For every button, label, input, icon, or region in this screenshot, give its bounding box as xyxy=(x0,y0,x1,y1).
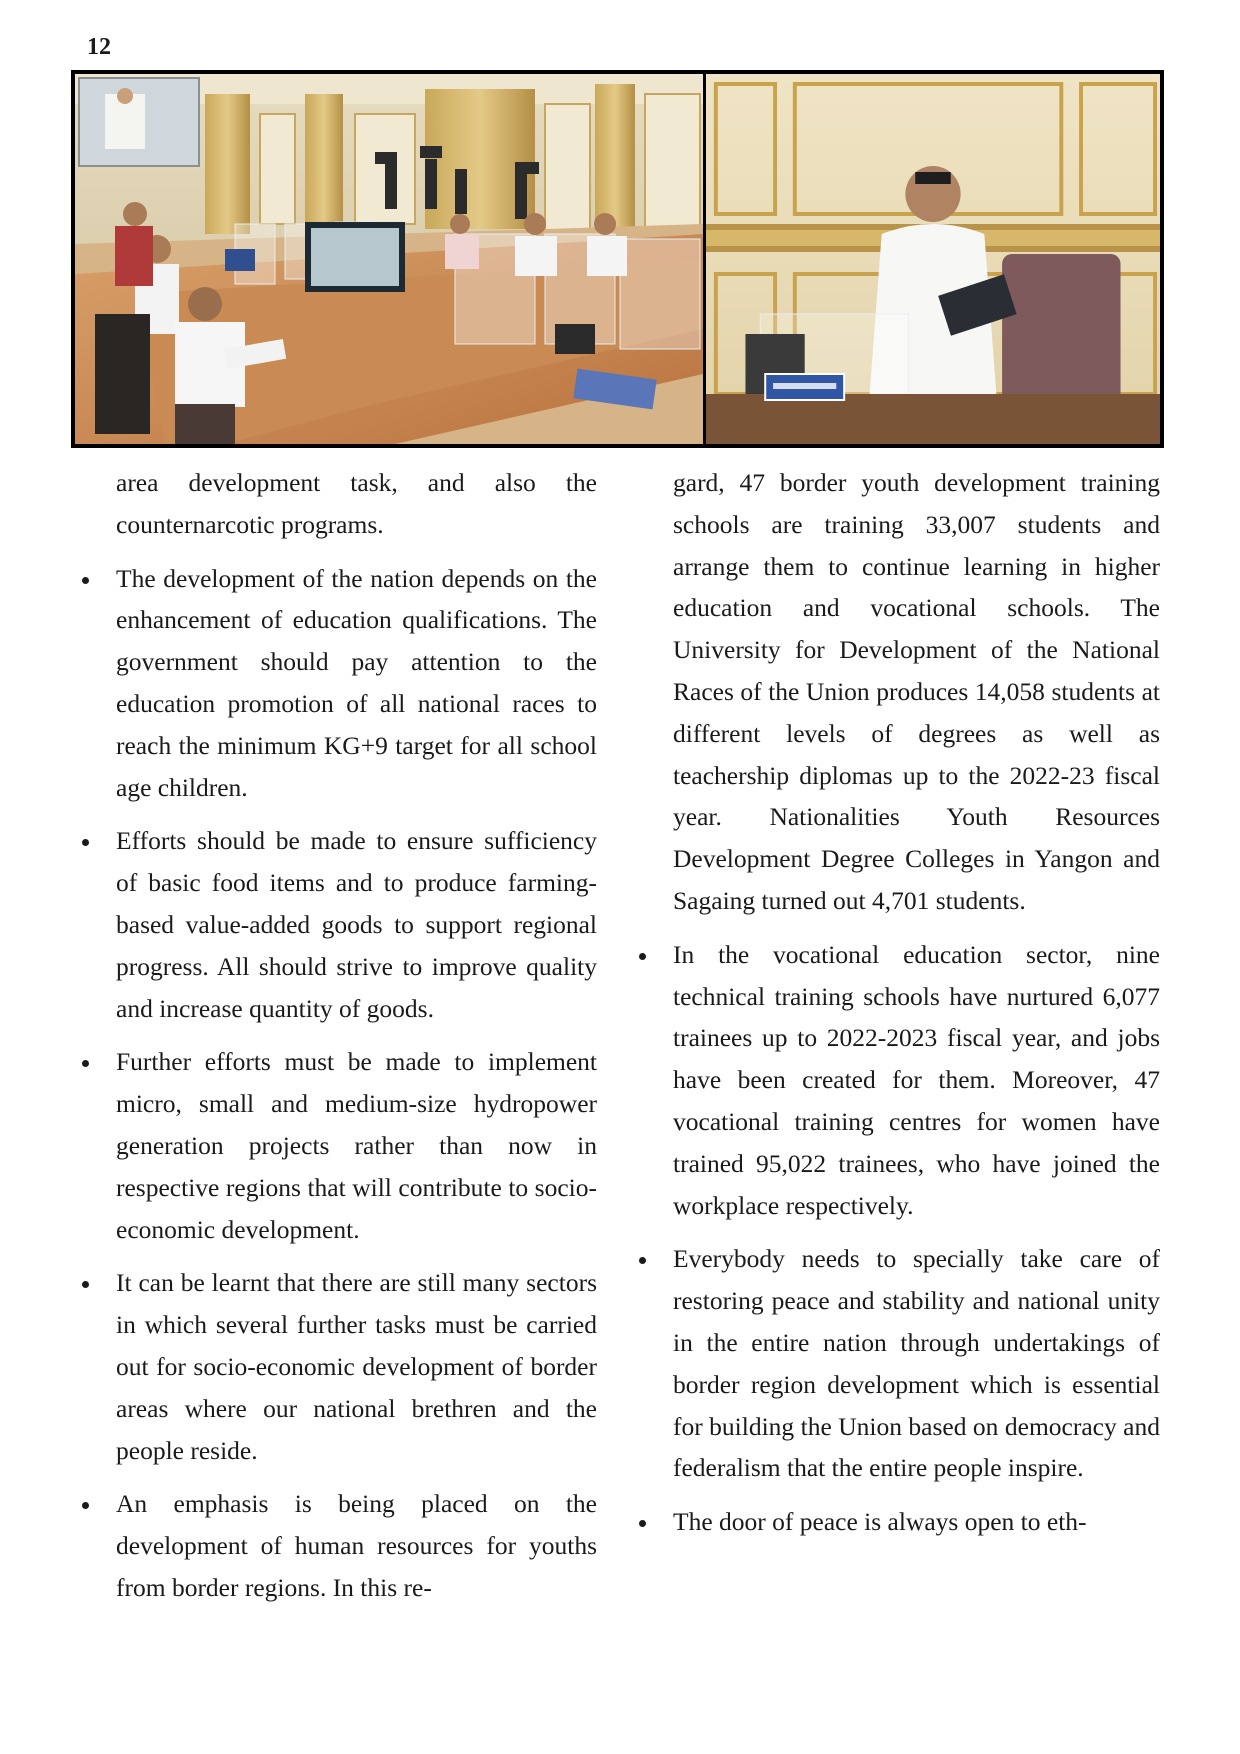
left-lead-paragraph: area development task, and also the counternarcotic programs. xyxy=(116,468,597,539)
list-item: In the vocational education sector, nine technical training schools have nurtured 6,077 trainees up to 2022-2023 fiscal year, and jobs have been created for them. Moreover, 47 vocational training centres for women have trained 95,022 trainees, who have joined the workplace respectively. xyxy=(673,934,1160,1227)
list-item: Further efforts must be made to implement micro, small and medium-size hydropower generation projects rather than now in respective regions that will contribute to socio-economic development. xyxy=(116,1041,597,1250)
list-item: The development of the nation depends on the enhancement of education qualifications. The government should pay attention to the education promotion of all national races to reach the minimum KG+9 target for all school age children. xyxy=(116,558,597,809)
list-item: An emphasis is being placed on the development of human resources for youths from border regions. In this re- xyxy=(116,1483,597,1608)
right-column xyxy=(673,462,1160,1543)
list-item: Everybody needs to specially take care of restoring peace and stability and national unity in the entire nation through undertakings of border region development which is essential for building the Union based on democracy and federalism that the entire people inspire. xyxy=(673,1238,1160,1489)
list-item: The door of peace is always open to eth- xyxy=(673,1501,1160,1543)
page-number: 12 xyxy=(87,34,111,60)
right-bullet-list xyxy=(673,934,1160,1543)
speaker-photo xyxy=(706,74,1160,444)
left-bullet-list xyxy=(116,558,597,1609)
list-item: It can be learnt that there are still many sectors in which several further tasks must be carried out for socio-economic development of border areas where our national brethren and the people reside. xyxy=(116,1262,597,1471)
meeting-hall-photo xyxy=(75,74,703,444)
left-column xyxy=(116,462,597,1609)
list-item: Efforts should be made to ensure sufficiency of basic food items and to produce farming-based value-added goods to support regional progress. All should strive to improve quality and increase quantity of goods. xyxy=(116,820,597,1029)
right-lead-paragraph: gard, 47 border youth development training schools are training 33,007 students and arrange them to continue learning in higher education and vocational schools. The University for Development of the National Races of the Union produces 14,058 students at different levels of degrees as well as teachership diplomas up to the 2022-23 fiscal year. Nationalities Youth Resources Development Degree Colleges in Yangon and Sagaing turned out 4,701 students. xyxy=(673,468,1160,915)
photo-strip xyxy=(71,70,1164,448)
